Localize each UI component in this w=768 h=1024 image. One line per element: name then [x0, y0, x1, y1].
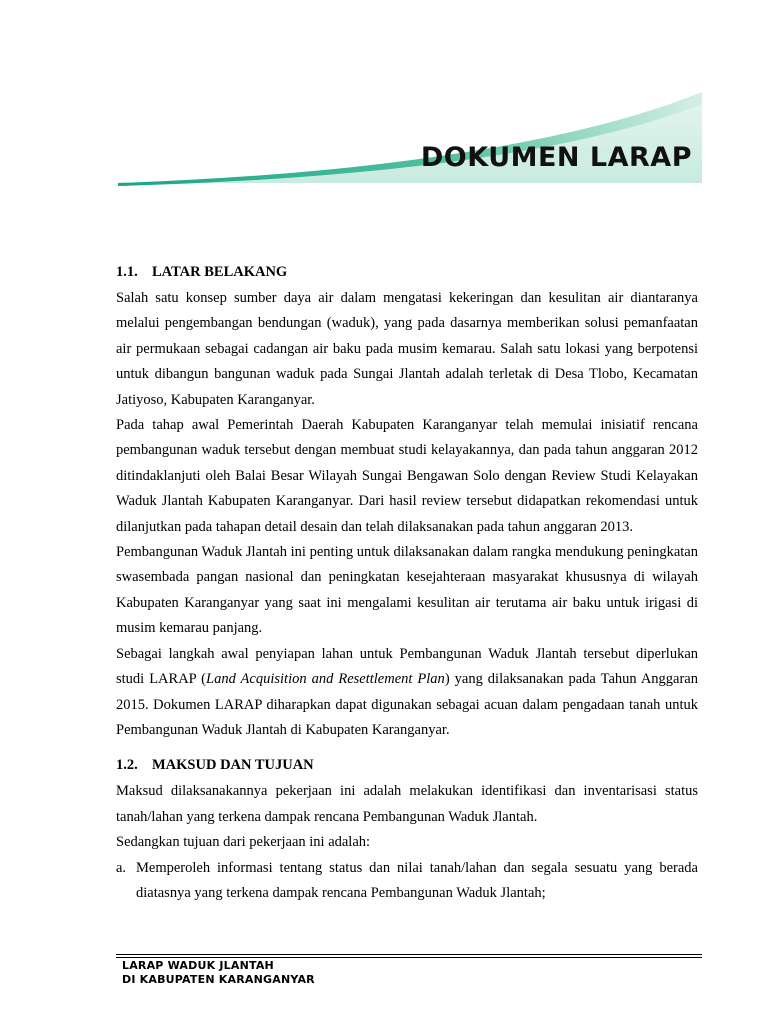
italic-term: Land Acquisition and Resettlement Plan [206, 671, 445, 688]
list-marker: a. [116, 859, 127, 876]
footer-line: LARAP WADUK JLANTAH [122, 959, 274, 972]
section-title: LATAR BELAKANG [152, 264, 288, 280]
paragraph: Pada tahap awal Pemerintah Daerah Kabupaten Karanganyar telah memulai inisiatif rencana pembangunan waduk tersebut dengan membuat studi kelayakannya, dan pada tahun anggaran 2012 ditindaklanjuti oleh Balai Besar Wilayah Sungai Bengawan Solo dengan Review Studi Kelayakan Waduk Jlantah Kabupaten Karanganyar. Dari hasil review tersebut didapatkan rekomendasi untuk dilanjutkan pada tahapan detail desain dan telah dilaksanakan pada tahun anggaran 2013. [116, 417, 698, 535]
footer-divider [116, 954, 702, 958]
list-item [116, 856, 698, 907]
page-footer [122, 959, 315, 987]
section-heading-latar-belakang [116, 262, 698, 282]
document-body [116, 262, 698, 906]
list-text: Memperoleh informasi tentang status dan nilai tanah/lahan dan segala sesuatu yang berada diatasnya yang terkena dampak rencana Pembangunan Waduk Jlantah; [136, 859, 698, 901]
paragraph-text: ) yang dilaksanakan pada Tahun Anggaran 2015. Dokumen LARAP diharapkan dapat digunakan sebagai acuan dalam pengadaan tanah untuk Pembangunan Waduk Jlantah di Kabupaten Karanganyar. [116, 671, 698, 738]
paragraph: Pembangunan Waduk Jlantah ini penting untuk dilaksanakan dalam rangka mendukung peningkatan swasembada pangan nasional dan peningkatan kesejahteraan masyarakat khususnya di wilayah Kabupaten Karanganyar yang saat ini mengalami kesulitan air terutama air baku untuk irigasi di musim kemarau panjang. [116, 544, 698, 637]
footer-line: DI KABUPATEN KARANGANYAR [122, 973, 315, 986]
section-number: 1.2. [116, 757, 138, 774]
paragraph: Sedangkan tujuan dari pekerjaan ini adalah: [116, 834, 371, 851]
section-number: 1.1. [116, 264, 138, 280]
paragraph-larap [116, 642, 698, 744]
paragraph: Salah satu konsep sumber daya air dalam mengatasi kekeringan dan kesulitan air diantaranya melalui pengembangan bendungan (waduk), yang pada dasarnya memberikan solusi pemanfaatan air permukaan sebagai cadangan air baku pada musim kemarau. Salah satu lokasi yang berpotensi untuk dibangun bangunan waduk pada Sungai Jlantah adalah terletak di Desa Tlobo, Kecamatan Jatiyoso, Kabupaten Karanganyar. [116, 290, 698, 408]
document-title: DOKUMEN LARAP [420, 142, 692, 173]
paragraph: Maksud dilaksanakannya pekerjaan ini adalah melakukan identifikasi dan inventarisasi status tanah/lahan yang terkena dampak rencana Pembangunan Waduk Jlantah. [116, 783, 698, 825]
section-heading-maksud-tujuan [116, 755, 698, 775]
section-title: MAKSUD DAN TUJUAN [152, 757, 314, 774]
paragraph-text: Sebagai langkah awal penyiapan lahan untuk Pembangunan Waduk Jlantah tersebut diperlukan studi LARAP ( [116, 645, 698, 688]
